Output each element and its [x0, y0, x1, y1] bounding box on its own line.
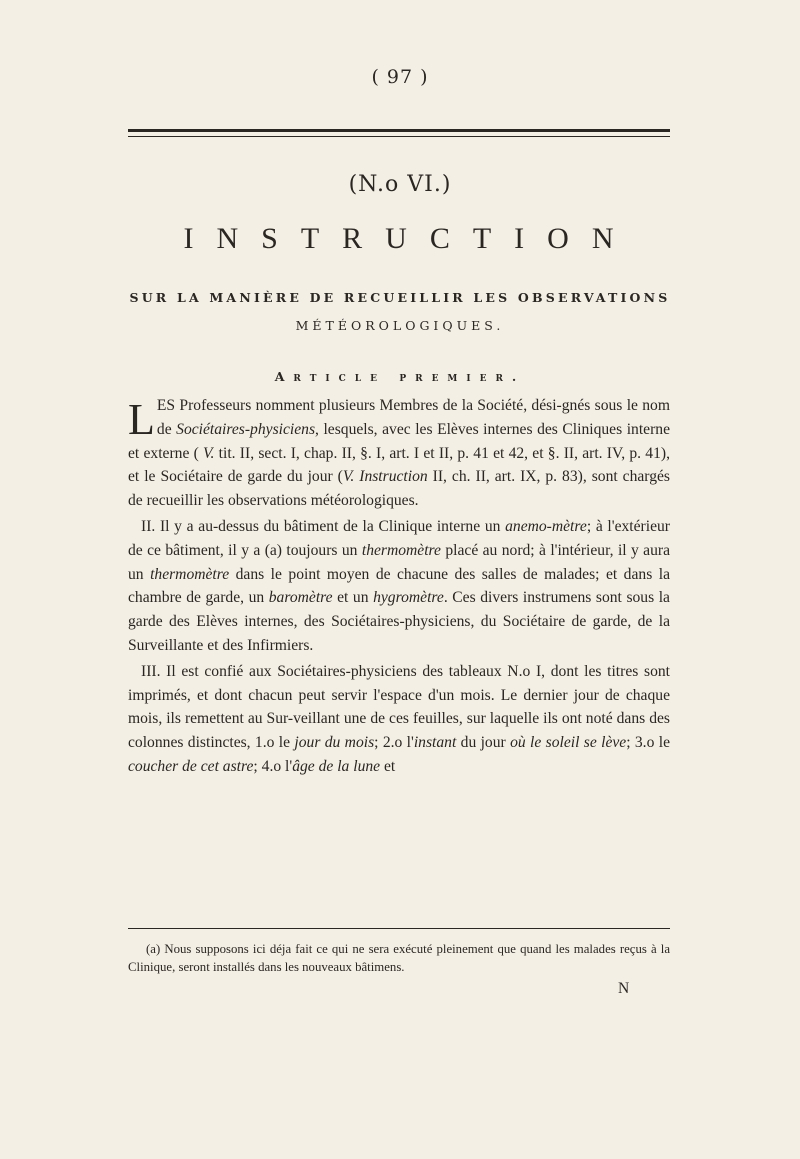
- article-heading-text: Article premier.: [274, 369, 526, 384]
- catchword: N: [618, 980, 630, 997]
- paragraph-3-italic: coucher de cet astre: [128, 757, 254, 775]
- paragraph-2-italic: hygromètre: [373, 589, 444, 607]
- subtitle-line-2: MÉTÉOROLOGIQUES.: [295, 318, 505, 333]
- paragraph-2: [128, 515, 670, 658]
- paragraph-3: [128, 660, 670, 779]
- paragraph-1: [128, 394, 670, 513]
- subtitle-line-1: SUR LA MANIÈRE DE RECUEILLIR LES OBSERVATIONS: [129, 290, 671, 305]
- paragraph-1-italic: V.: [203, 444, 215, 462]
- paragraph-1-italic: Sociétaires-physiciens: [176, 420, 316, 438]
- paragraph-3-text: III. Il est confié aux Sociétaires-physiciens des tableaux N.o I, dont les titres sont imprimés, et dont chacun peut servir l'espace d'un mois. Le dernier jour de chaque mois, ils remettent au Sur-veillant une de ces feuilles, sur laquelle ils ont noté dans des colonnes distinctes, 1.o le: [128, 662, 670, 752]
- footnote: (a) Nous supposons ici déja fait ce qui ne sera exécuté pleinement que quand les malades reçus à la Clinique, seront installés dans les nouveaux bâtimens.: [128, 942, 670, 974]
- body-text: [128, 394, 670, 781]
- paragraph-2-italic: baromètre: [268, 589, 333, 607]
- paragraph-2-text: et un: [332, 589, 374, 607]
- paragraph-3-text: et: [380, 757, 396, 775]
- footnote-rule: [128, 928, 670, 929]
- paragraph-3-text: du jour: [456, 734, 511, 752]
- page-title: INSTRUCTION: [183, 222, 637, 255]
- paragraph-3-italic: instant: [413, 734, 457, 752]
- header-rule-thick: [128, 129, 670, 132]
- paragraph-3-text: ; 2.o l': [374, 734, 414, 752]
- paragraph-2-italic: thermomètre: [361, 541, 441, 559]
- drop-cap: L: [128, 395, 155, 444]
- paragraph-2-italic: anemo-mètre: [505, 517, 587, 535]
- paragraph-1-text: Professeurs nomment plusieurs Membres de la Société, dési-gnés sous le nom de: [156, 397, 670, 438]
- paragraph-3-text: ; 4.o l': [253, 757, 293, 775]
- paragraph-1-smallcaps: ES: [156, 397, 176, 414]
- paragraph-2-italic: thermomètre: [150, 565, 230, 583]
- paragraph-1-text: tit. II, sect. I, chap. II, §. I, art. I et II, p. 41 et 42, et §. II, art. IV, p. 41), et le Sociétaire de garde du jour (: [128, 444, 670, 486]
- paragraph-1-text: II, ch. II, art. IX, p. 83), sont chargés de recueillir les observations météorologiques.: [128, 468, 670, 510]
- article-heading: [0, 369, 800, 384]
- paragraph-2-text: II. Il y a au-dessus du bâtiment de la Clinique interne un: [141, 517, 506, 535]
- paragraph-3-italic: jour du mois: [294, 734, 375, 752]
- paragraph-2-text: . Ces divers instrumens sont sous la garde des Elèves internes, des Sociétaires-physiciens, du Sociétaire de garde, de la Surveillante et des Infirmiers.: [128, 589, 670, 654]
- paragraph-3-italic: où le soleil se lève: [510, 734, 627, 752]
- paragraph-1-italic: V. Instruction: [342, 468, 428, 486]
- paragraph-3-italic: âge de la lune: [292, 757, 381, 775]
- paragraph-1-text: , lesquels, avec les Elèves internes des Cliniques interne et externe (: [128, 420, 670, 462]
- paragraph-2-text: ; à l'extérieur de ce bâtiment, il y a (a) toujours un: [128, 517, 670, 559]
- paragraph-3-text: ; 3.o le: [626, 734, 670, 752]
- document-number: (N.o VI.): [348, 172, 452, 197]
- paragraph-2-text: dans le point moyen de chacune des salles de malades; et dans la chambre de garde, un: [128, 565, 670, 607]
- paragraph-2-text: placé au nord; à l'intérieur, il y aura un: [128, 541, 670, 583]
- header-rule-thin: [128, 136, 670, 137]
- page-number: ( 97 ): [371, 66, 429, 88]
